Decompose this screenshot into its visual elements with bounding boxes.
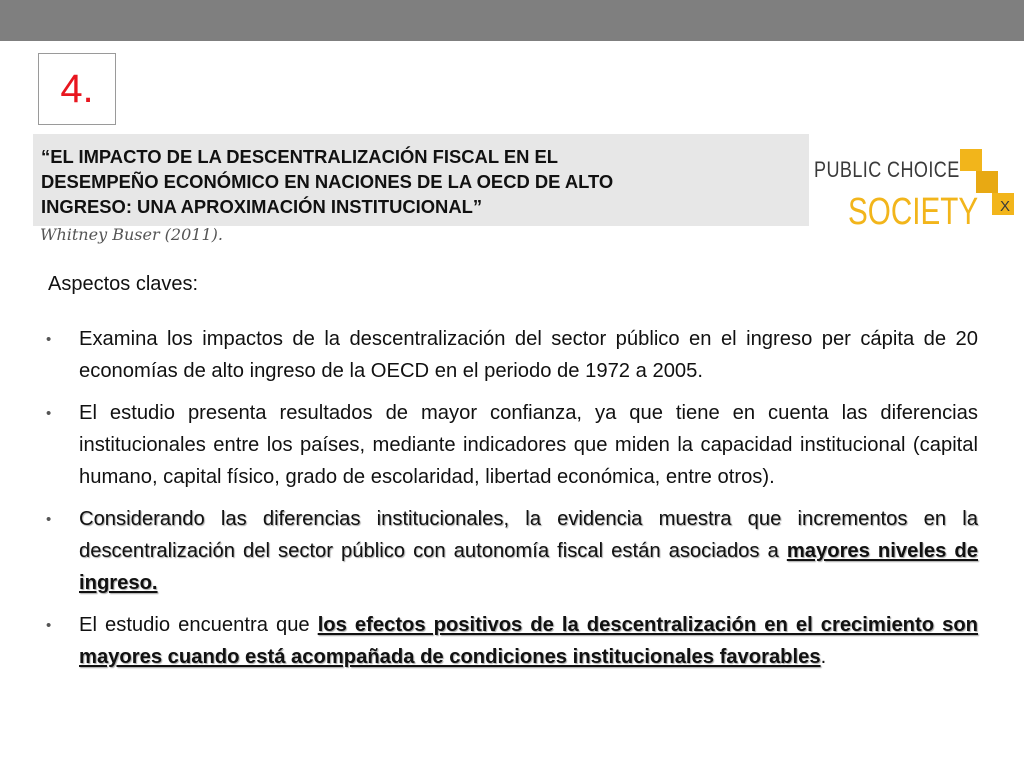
bullet-icon: • (46, 617, 52, 634)
public-choice-society-logo (810, 145, 1016, 235)
title-line-3: INGRESO: UNA APROXIMACIÓN INSTITUCIONAL” (41, 196, 483, 217)
author-citation: Whitney Buser (2011). (40, 225, 223, 244)
list-item (46, 397, 978, 493)
title-line-2: DESEMPEÑO ECONÓMICO EN NACIONES DE LA OECD DE ALTO (41, 171, 614, 192)
bullet-text: Examina los impactos de la descentralización del sector público en el ingreso per cápita de 20 economías de alto ingreso de la OECD en el periodo de 1972 a 2005. (79, 328, 978, 382)
subheading: Aspectos claves: (48, 273, 199, 295)
list-item (46, 503, 978, 599)
bullet-emphasis: los efectos positivos de la descentralización en el crecimiento son mayores cuando está acompañada de condiciones institucionales favorables (79, 614, 978, 668)
bullet-text: El estudio presenta resultados de mayor confianza, ya que tiene en cuenta las diferencias institucionales entre los países, mediante indicadores que miden la capacidad institucional (capital humano, capital físico, grado de escolaridad, libertad económica, entre otros). (79, 402, 978, 488)
logo-text-x: X (1000, 198, 1011, 215)
slide-number-box (38, 53, 116, 125)
title-line-1: “EL IMPACTO DE LA DESCENTRALIZACIÓN FISCAL EN EL (41, 146, 559, 167)
bullet-text: El estudio encuentra que (79, 614, 318, 636)
bullet-end: . (820, 646, 827, 668)
title-box (33, 134, 809, 226)
list-item (46, 323, 978, 387)
slide-number: 4. (60, 66, 94, 111)
bullet-icon: • (46, 331, 52, 348)
bullet-emphasis: mayores niveles de ingreso. (79, 540, 978, 594)
logo-text-society: SOCIETY (848, 191, 979, 233)
list-item (46, 609, 978, 673)
logo-square-icon (960, 149, 982, 171)
logo-text-public-choice: PUBLIC CHOICE (814, 157, 960, 182)
bullet-list (46, 323, 978, 683)
bullet-icon: • (46, 405, 52, 422)
logo-square-icon (976, 171, 998, 193)
bullet-icon: • (46, 511, 52, 528)
bullet-text: Considerando las diferencias institucionales, la evidencia muestra que incrementos en la descentralización del sector público con autonomía fiscal están asociados a (79, 508, 978, 562)
top-bar (0, 0, 1024, 41)
